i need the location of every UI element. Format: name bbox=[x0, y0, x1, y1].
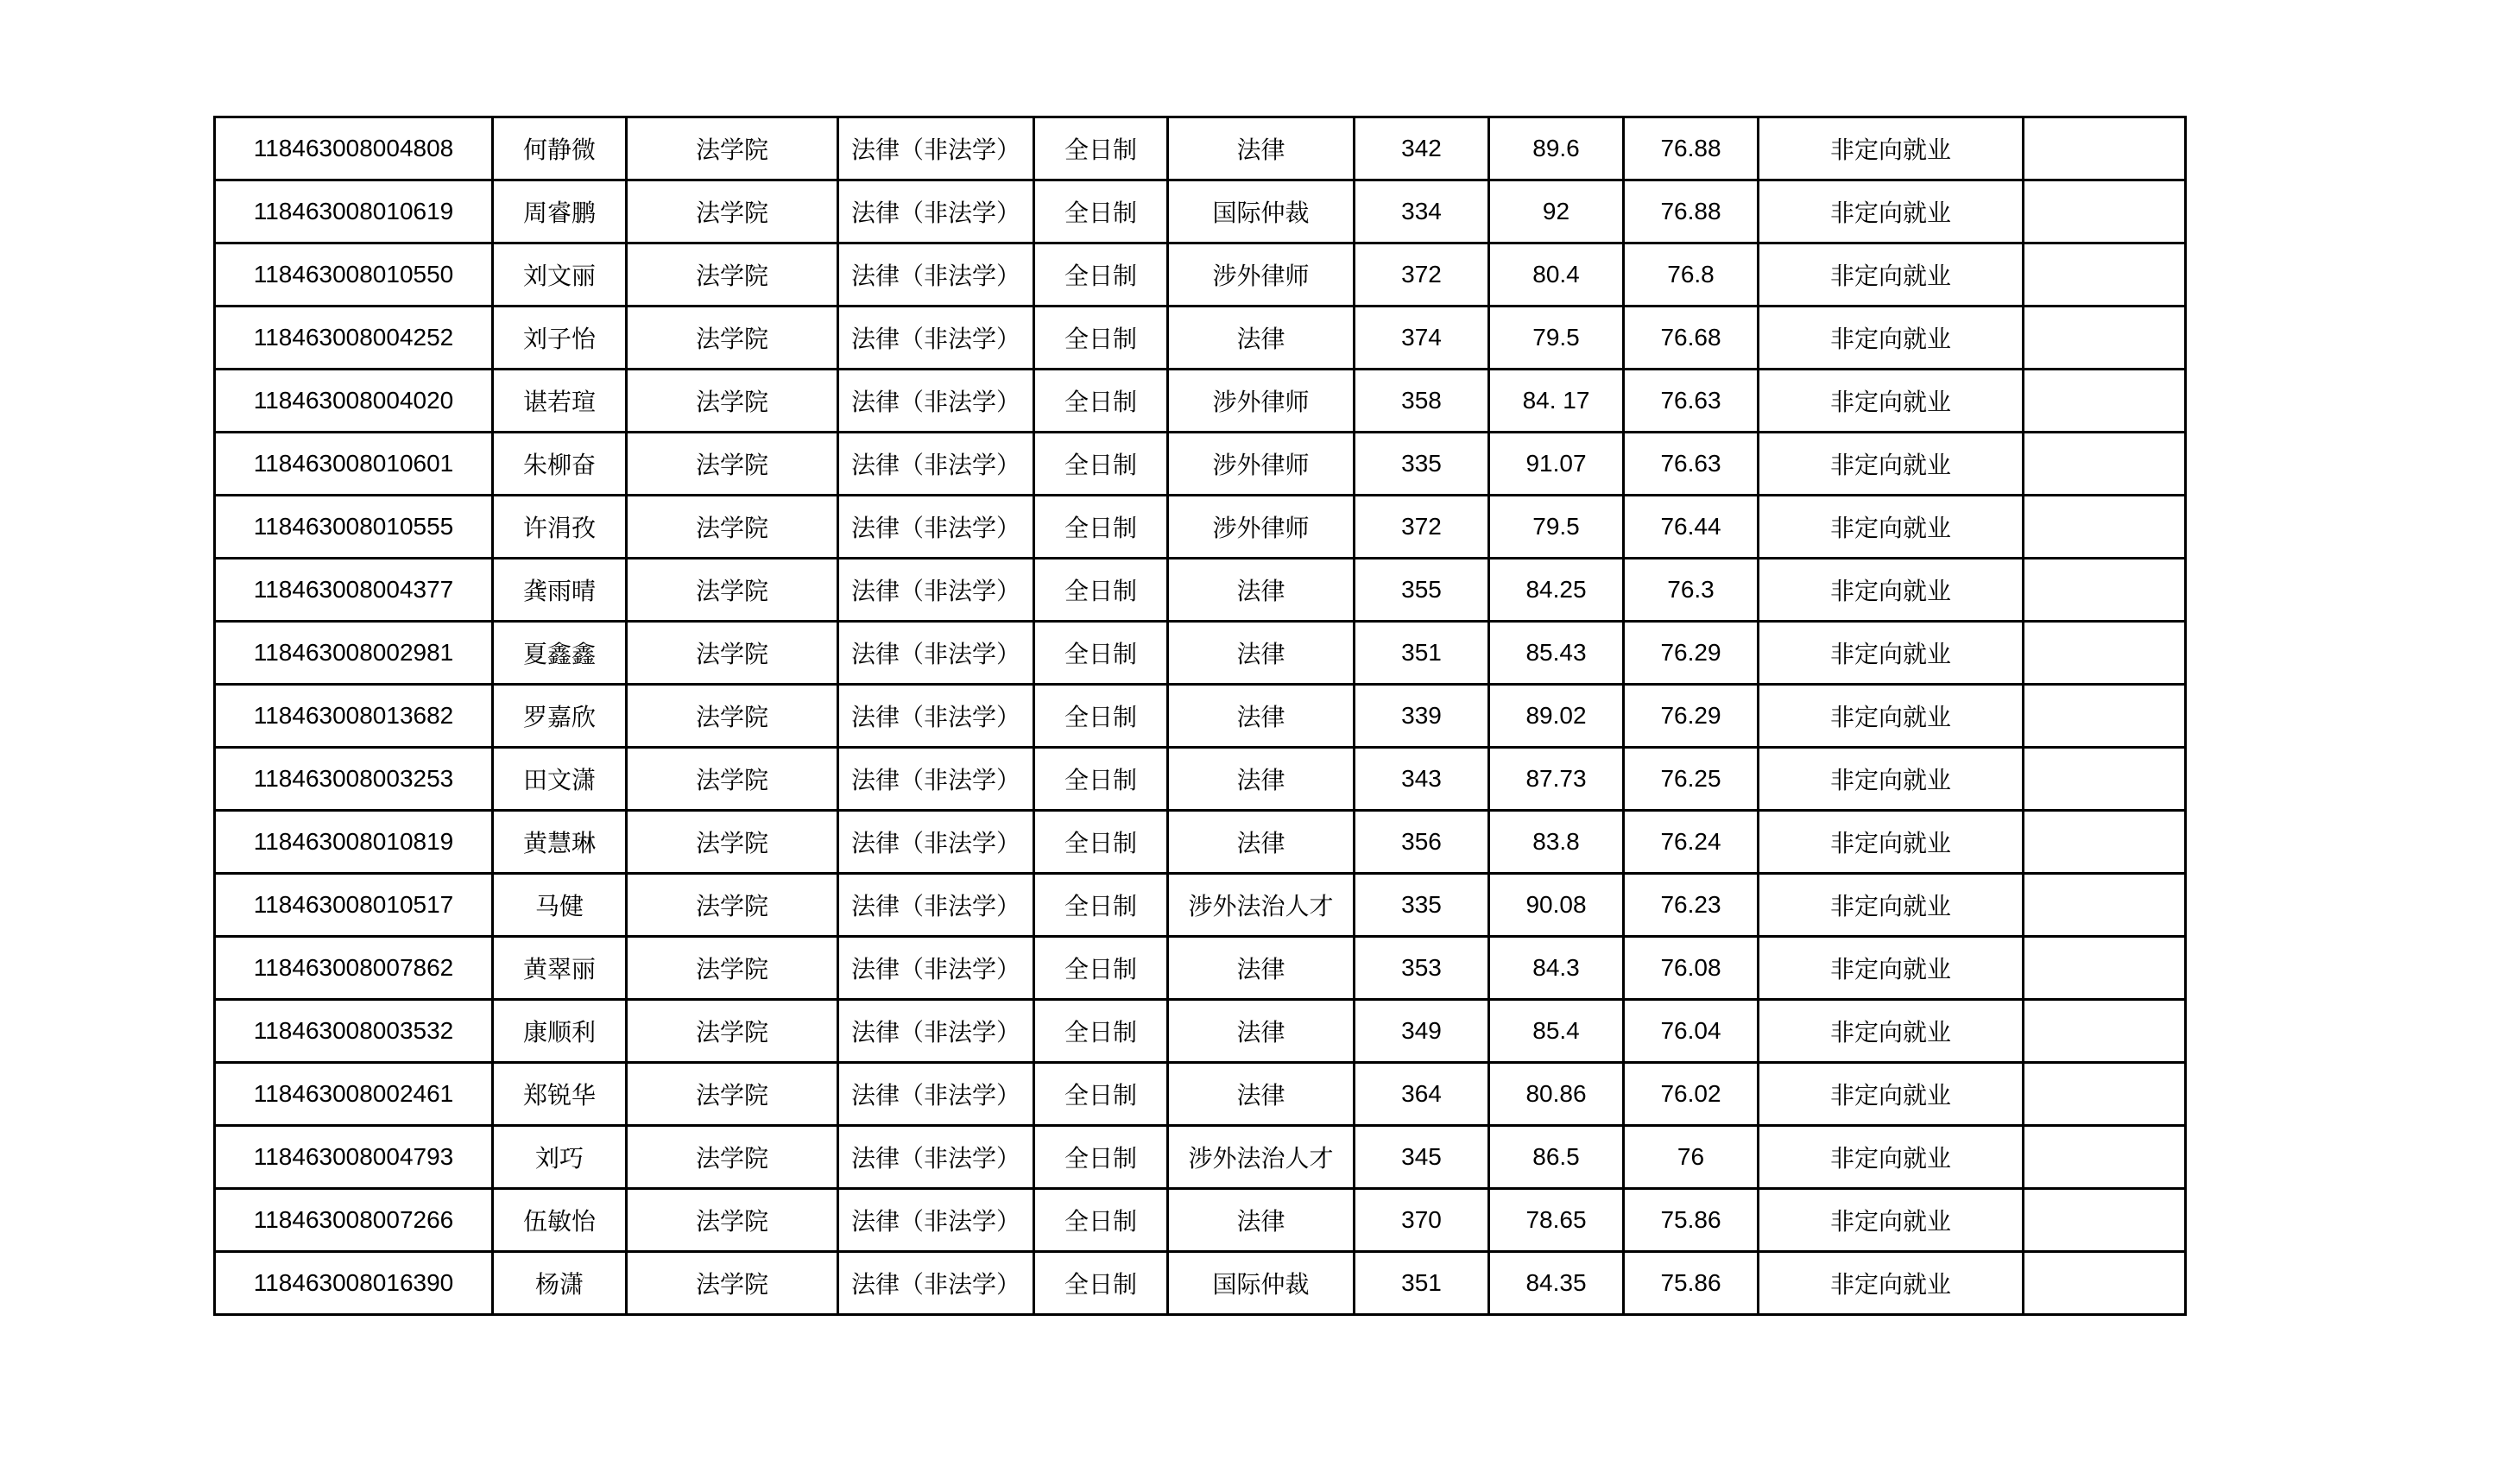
cell-remark bbox=[2024, 433, 2186, 496]
cell-study-mode: 全日制 bbox=[1034, 117, 1168, 180]
cell-research-direction: 法律 bbox=[1168, 1189, 1355, 1252]
cell-candidate-id: 118463008010517 bbox=[215, 874, 493, 937]
cell-total-score: 75.86 bbox=[1624, 1252, 1759, 1315]
table-row bbox=[215, 685, 2186, 748]
cell-name: 伍敏怡 bbox=[493, 1189, 627, 1252]
cell-initial-score: 345 bbox=[1355, 1126, 1489, 1189]
cell-school: 法学院 bbox=[627, 622, 838, 685]
cell-study-mode: 全日制 bbox=[1034, 307, 1168, 370]
cell-enrollment-category: 非定向就业 bbox=[1759, 622, 2024, 685]
cell-research-direction: 国际仲裁 bbox=[1168, 1252, 1355, 1315]
cell-major: 法律（非法学） bbox=[838, 180, 1034, 243]
cell-initial-score: 335 bbox=[1355, 874, 1489, 937]
cell-initial-score: 358 bbox=[1355, 370, 1489, 433]
cell-retest-score: 91.07 bbox=[1489, 433, 1624, 496]
cell-candidate-id: 118463008004793 bbox=[215, 1126, 493, 1189]
cell-retest-score: 83.8 bbox=[1489, 811, 1624, 874]
cell-research-direction: 法律 bbox=[1168, 811, 1355, 874]
cell-major: 法律（非法学） bbox=[838, 937, 1034, 1000]
cell-retest-score: 84.25 bbox=[1489, 559, 1624, 622]
cell-school: 法学院 bbox=[627, 180, 838, 243]
cell-retest-score: 79.5 bbox=[1489, 307, 1624, 370]
cell-total-score: 76.08 bbox=[1624, 937, 1759, 1000]
cell-remark bbox=[2024, 811, 2186, 874]
cell-name: 田文潇 bbox=[493, 748, 627, 811]
cell-enrollment-category: 非定向就业 bbox=[1759, 496, 2024, 559]
cell-retest-score: 80.4 bbox=[1489, 243, 1624, 307]
cell-name: 刘巧 bbox=[493, 1126, 627, 1189]
cell-major: 法律（非法学） bbox=[838, 748, 1034, 811]
cell-study-mode: 全日制 bbox=[1034, 937, 1168, 1000]
cell-enrollment-category: 非定向就业 bbox=[1759, 307, 2024, 370]
cell-retest-score: 79.5 bbox=[1489, 496, 1624, 559]
cell-enrollment-category: 非定向就业 bbox=[1759, 243, 2024, 307]
table-row bbox=[215, 874, 2186, 937]
table-row bbox=[215, 496, 2186, 559]
cell-name: 罗嘉欣 bbox=[493, 685, 627, 748]
cell-total-score: 76.68 bbox=[1624, 307, 1759, 370]
cell-school: 法学院 bbox=[627, 1063, 838, 1126]
cell-major: 法律（非法学） bbox=[838, 117, 1034, 180]
table-row bbox=[215, 811, 2186, 874]
cell-enrollment-category: 非定向就业 bbox=[1759, 433, 2024, 496]
cell-major: 法律（非法学） bbox=[838, 685, 1034, 748]
cell-remark bbox=[2024, 559, 2186, 622]
cell-enrollment-category: 非定向就业 bbox=[1759, 1189, 2024, 1252]
cell-initial-score: 372 bbox=[1355, 243, 1489, 307]
cell-remark bbox=[2024, 1126, 2186, 1189]
cell-initial-score: 353 bbox=[1355, 937, 1489, 1000]
cell-study-mode: 全日制 bbox=[1034, 685, 1168, 748]
cell-remark bbox=[2024, 307, 2186, 370]
cell-candidate-id: 118463008003532 bbox=[215, 1000, 493, 1063]
cell-research-direction: 法律 bbox=[1168, 559, 1355, 622]
cell-study-mode: 全日制 bbox=[1034, 180, 1168, 243]
cell-candidate-id: 118463008002981 bbox=[215, 622, 493, 685]
cell-initial-score: 335 bbox=[1355, 433, 1489, 496]
table-row bbox=[215, 307, 2186, 370]
cell-major: 法律（非法学） bbox=[838, 243, 1034, 307]
cell-name: 夏鑫鑫 bbox=[493, 622, 627, 685]
admission-list-table bbox=[213, 116, 2187, 1316]
cell-name: 黄慧琳 bbox=[493, 811, 627, 874]
cell-remark bbox=[2024, 496, 2186, 559]
cell-enrollment-category: 非定向就业 bbox=[1759, 1000, 2024, 1063]
cell-candidate-id: 118463008002461 bbox=[215, 1063, 493, 1126]
cell-remark bbox=[2024, 622, 2186, 685]
cell-total-score: 76 bbox=[1624, 1126, 1759, 1189]
cell-school: 法学院 bbox=[627, 1189, 838, 1252]
table-row bbox=[215, 559, 2186, 622]
cell-study-mode: 全日制 bbox=[1034, 811, 1168, 874]
table-body bbox=[215, 117, 2186, 1315]
cell-name: 何静微 bbox=[493, 117, 627, 180]
cell-enrollment-category: 非定向就业 bbox=[1759, 117, 2024, 180]
cell-major: 法律（非法学） bbox=[838, 1252, 1034, 1315]
cell-research-direction: 涉外律师 bbox=[1168, 243, 1355, 307]
cell-study-mode: 全日制 bbox=[1034, 433, 1168, 496]
cell-candidate-id: 118463008007266 bbox=[215, 1189, 493, 1252]
cell-initial-score: 364 bbox=[1355, 1063, 1489, 1126]
cell-school: 法学院 bbox=[627, 370, 838, 433]
cell-total-score: 76.88 bbox=[1624, 117, 1759, 180]
cell-retest-score: 87.73 bbox=[1489, 748, 1624, 811]
table-row bbox=[215, 1000, 2186, 1063]
cell-initial-score: 342 bbox=[1355, 117, 1489, 180]
cell-school: 法学院 bbox=[627, 307, 838, 370]
cell-research-direction: 涉外法治人才 bbox=[1168, 1126, 1355, 1189]
cell-enrollment-category: 非定向就业 bbox=[1759, 874, 2024, 937]
cell-candidate-id: 118463008016390 bbox=[215, 1252, 493, 1315]
cell-total-score: 76.02 bbox=[1624, 1063, 1759, 1126]
cell-school: 法学院 bbox=[627, 874, 838, 937]
table-row bbox=[215, 117, 2186, 180]
cell-retest-score: 86.5 bbox=[1489, 1126, 1624, 1189]
cell-name: 龚雨晴 bbox=[493, 559, 627, 622]
cell-enrollment-category: 非定向就业 bbox=[1759, 811, 2024, 874]
cell-candidate-id: 118463008004252 bbox=[215, 307, 493, 370]
cell-remark bbox=[2024, 180, 2186, 243]
table-row bbox=[215, 1252, 2186, 1315]
cell-initial-score: 374 bbox=[1355, 307, 1489, 370]
cell-major: 法律（非法学） bbox=[838, 559, 1034, 622]
cell-research-direction: 法律 bbox=[1168, 622, 1355, 685]
cell-retest-score: 92 bbox=[1489, 180, 1624, 243]
cell-major: 法律（非法学） bbox=[838, 1189, 1034, 1252]
cell-school: 法学院 bbox=[627, 1000, 838, 1063]
cell-retest-score: 89.02 bbox=[1489, 685, 1624, 748]
cell-major: 法律（非法学） bbox=[838, 622, 1034, 685]
cell-research-direction: 法律 bbox=[1168, 1063, 1355, 1126]
cell-remark bbox=[2024, 1189, 2186, 1252]
cell-initial-score: 334 bbox=[1355, 180, 1489, 243]
cell-retest-score: 85.4 bbox=[1489, 1000, 1624, 1063]
cell-research-direction: 法律 bbox=[1168, 937, 1355, 1000]
cell-remark bbox=[2024, 243, 2186, 307]
cell-major: 法律（非法学） bbox=[838, 433, 1034, 496]
cell-name: 刘文丽 bbox=[493, 243, 627, 307]
cell-total-score: 76.04 bbox=[1624, 1000, 1759, 1063]
cell-total-score: 76.8 bbox=[1624, 243, 1759, 307]
cell-retest-score: 84. 17 bbox=[1489, 370, 1624, 433]
cell-total-score: 76.24 bbox=[1624, 811, 1759, 874]
cell-research-direction: 法律 bbox=[1168, 685, 1355, 748]
cell-school: 法学院 bbox=[627, 937, 838, 1000]
cell-enrollment-category: 非定向就业 bbox=[1759, 370, 2024, 433]
cell-candidate-id: 118463008003253 bbox=[215, 748, 493, 811]
cell-candidate-id: 118463008010601 bbox=[215, 433, 493, 496]
cell-remark bbox=[2024, 370, 2186, 433]
cell-name: 郑锐华 bbox=[493, 1063, 627, 1126]
cell-total-score: 76.23 bbox=[1624, 874, 1759, 937]
cell-remark bbox=[2024, 1063, 2186, 1126]
cell-retest-score: 90.08 bbox=[1489, 874, 1624, 937]
cell-study-mode: 全日制 bbox=[1034, 1126, 1168, 1189]
cell-initial-score: 370 bbox=[1355, 1189, 1489, 1252]
cell-name: 周睿鹏 bbox=[493, 180, 627, 243]
cell-remark bbox=[2024, 117, 2186, 180]
cell-candidate-id: 118463008013682 bbox=[215, 685, 493, 748]
cell-major: 法律（非法学） bbox=[838, 307, 1034, 370]
cell-enrollment-category: 非定向就业 bbox=[1759, 937, 2024, 1000]
cell-research-direction: 国际仲裁 bbox=[1168, 180, 1355, 243]
cell-study-mode: 全日制 bbox=[1034, 1000, 1168, 1063]
cell-initial-score: 355 bbox=[1355, 559, 1489, 622]
cell-school: 法学院 bbox=[627, 1126, 838, 1189]
cell-name: 康顺利 bbox=[493, 1000, 627, 1063]
cell-school: 法学院 bbox=[627, 243, 838, 307]
cell-study-mode: 全日制 bbox=[1034, 874, 1168, 937]
cell-study-mode: 全日制 bbox=[1034, 1252, 1168, 1315]
cell-study-mode: 全日制 bbox=[1034, 559, 1168, 622]
cell-initial-score: 356 bbox=[1355, 811, 1489, 874]
cell-total-score: 76.63 bbox=[1624, 433, 1759, 496]
cell-study-mode: 全日制 bbox=[1034, 243, 1168, 307]
table-row bbox=[215, 1126, 2186, 1189]
cell-total-score: 76.25 bbox=[1624, 748, 1759, 811]
cell-retest-score: 89.6 bbox=[1489, 117, 1624, 180]
cell-name: 谌若瑄 bbox=[493, 370, 627, 433]
cell-total-score: 75.86 bbox=[1624, 1189, 1759, 1252]
cell-enrollment-category: 非定向就业 bbox=[1759, 559, 2024, 622]
cell-initial-score: 343 bbox=[1355, 748, 1489, 811]
cell-name: 朱柳奋 bbox=[493, 433, 627, 496]
cell-total-score: 76.44 bbox=[1624, 496, 1759, 559]
cell-enrollment-category: 非定向就业 bbox=[1759, 180, 2024, 243]
cell-research-direction: 涉外律师 bbox=[1168, 433, 1355, 496]
cell-candidate-id: 118463008007862 bbox=[215, 937, 493, 1000]
table-row bbox=[215, 937, 2186, 1000]
cell-school: 法学院 bbox=[627, 748, 838, 811]
cell-research-direction: 法律 bbox=[1168, 117, 1355, 180]
table-row bbox=[215, 1189, 2186, 1252]
cell-study-mode: 全日制 bbox=[1034, 622, 1168, 685]
cell-candidate-id: 118463008010555 bbox=[215, 496, 493, 559]
cell-initial-score: 349 bbox=[1355, 1000, 1489, 1063]
cell-remark bbox=[2024, 685, 2186, 748]
cell-total-score: 76.88 bbox=[1624, 180, 1759, 243]
cell-candidate-id: 118463008010619 bbox=[215, 180, 493, 243]
cell-name: 杨潇 bbox=[493, 1252, 627, 1315]
cell-retest-score: 84.3 bbox=[1489, 937, 1624, 1000]
cell-school: 法学院 bbox=[627, 117, 838, 180]
cell-initial-score: 339 bbox=[1355, 685, 1489, 748]
table-row bbox=[215, 433, 2186, 496]
cell-school: 法学院 bbox=[627, 559, 838, 622]
cell-research-direction: 法律 bbox=[1168, 307, 1355, 370]
cell-total-score: 76.63 bbox=[1624, 370, 1759, 433]
table-row bbox=[215, 370, 2186, 433]
cell-research-direction: 法律 bbox=[1168, 748, 1355, 811]
cell-enrollment-category: 非定向就业 bbox=[1759, 1063, 2024, 1126]
cell-major: 法律（非法学） bbox=[838, 370, 1034, 433]
cell-initial-score: 351 bbox=[1355, 1252, 1489, 1315]
cell-research-direction: 法律 bbox=[1168, 1000, 1355, 1063]
cell-candidate-id: 118463008004377 bbox=[215, 559, 493, 622]
cell-total-score: 76.3 bbox=[1624, 559, 1759, 622]
cell-school: 法学院 bbox=[627, 1252, 838, 1315]
table-row bbox=[215, 748, 2186, 811]
cell-school: 法学院 bbox=[627, 433, 838, 496]
cell-initial-score: 351 bbox=[1355, 622, 1489, 685]
cell-study-mode: 全日制 bbox=[1034, 496, 1168, 559]
cell-enrollment-category: 非定向就业 bbox=[1759, 685, 2024, 748]
cell-retest-score: 80.86 bbox=[1489, 1063, 1624, 1126]
cell-enrollment-category: 非定向就业 bbox=[1759, 748, 2024, 811]
cell-name: 黄翠丽 bbox=[493, 937, 627, 1000]
cell-remark bbox=[2024, 937, 2186, 1000]
cell-school: 法学院 bbox=[627, 811, 838, 874]
table-row bbox=[215, 243, 2186, 307]
cell-candidate-id: 118463008010550 bbox=[215, 243, 493, 307]
cell-major: 法律（非法学） bbox=[838, 1126, 1034, 1189]
cell-research-direction: 涉外律师 bbox=[1168, 496, 1355, 559]
table-row bbox=[215, 622, 2186, 685]
cell-name: 马健 bbox=[493, 874, 627, 937]
cell-major: 法律（非法学） bbox=[838, 1000, 1034, 1063]
cell-remark bbox=[2024, 874, 2186, 937]
cell-major: 法律（非法学） bbox=[838, 874, 1034, 937]
cell-retest-score: 85.43 bbox=[1489, 622, 1624, 685]
cell-name: 刘子怡 bbox=[493, 307, 627, 370]
cell-remark bbox=[2024, 748, 2186, 811]
cell-retest-score: 78.65 bbox=[1489, 1189, 1624, 1252]
cell-retest-score: 84.35 bbox=[1489, 1252, 1624, 1315]
cell-remark bbox=[2024, 1252, 2186, 1315]
table-row bbox=[215, 1063, 2186, 1126]
cell-remark bbox=[2024, 1000, 2186, 1063]
cell-initial-score: 372 bbox=[1355, 496, 1489, 559]
cell-total-score: 76.29 bbox=[1624, 685, 1759, 748]
cell-enrollment-category: 非定向就业 bbox=[1759, 1252, 2024, 1315]
cell-candidate-id: 118463008004020 bbox=[215, 370, 493, 433]
cell-research-direction: 涉外法治人才 bbox=[1168, 874, 1355, 937]
cell-major: 法律（非法学） bbox=[838, 496, 1034, 559]
cell-study-mode: 全日制 bbox=[1034, 748, 1168, 811]
cell-school: 法学院 bbox=[627, 496, 838, 559]
cell-name: 许涓孜 bbox=[493, 496, 627, 559]
cell-candidate-id: 118463008004808 bbox=[215, 117, 493, 180]
cell-school: 法学院 bbox=[627, 685, 838, 748]
cell-major: 法律（非法学） bbox=[838, 811, 1034, 874]
cell-total-score: 76.29 bbox=[1624, 622, 1759, 685]
cell-research-direction: 涉外律师 bbox=[1168, 370, 1355, 433]
cell-study-mode: 全日制 bbox=[1034, 1063, 1168, 1126]
cell-major: 法律（非法学） bbox=[838, 1063, 1034, 1126]
cell-enrollment-category: 非定向就业 bbox=[1759, 1126, 2024, 1189]
table-row bbox=[215, 180, 2186, 243]
cell-study-mode: 全日制 bbox=[1034, 370, 1168, 433]
cell-candidate-id: 118463008010819 bbox=[215, 811, 493, 874]
cell-study-mode: 全日制 bbox=[1034, 1189, 1168, 1252]
